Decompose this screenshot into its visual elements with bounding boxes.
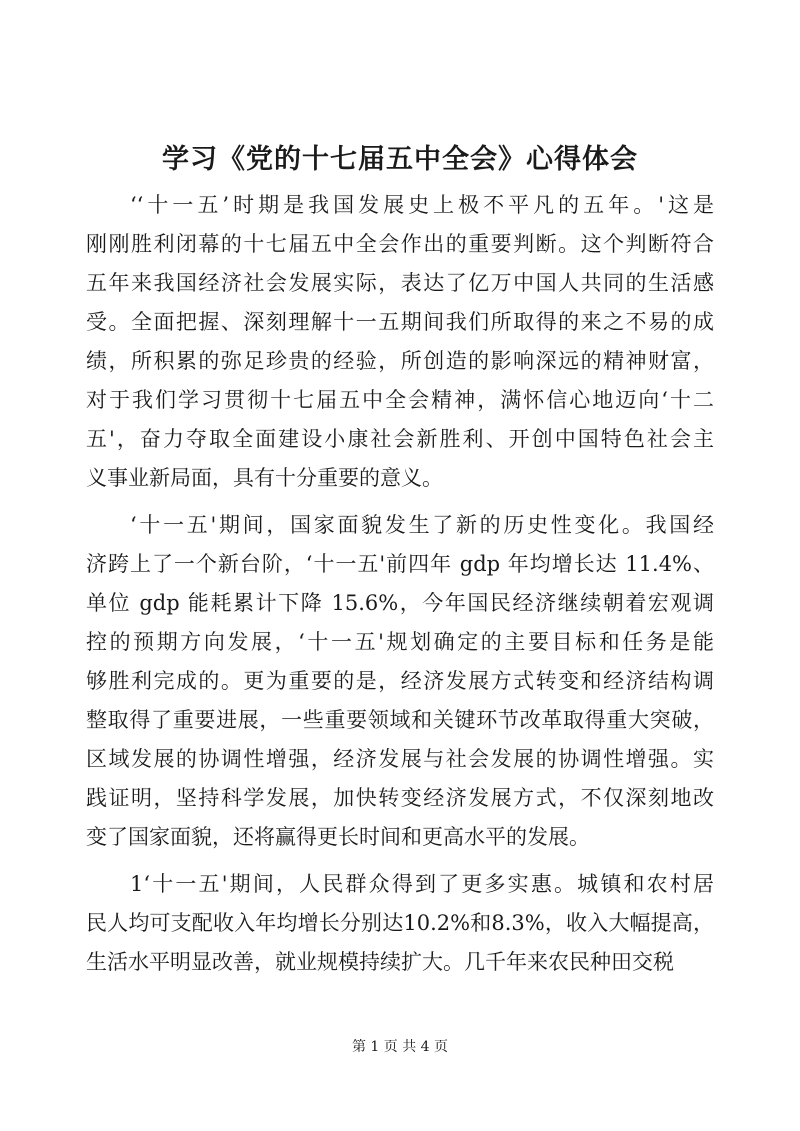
paragraph-line: 刚刚胜利闭幕的十七届五中全会作出的重要判断。这个判断符合 xyxy=(86,232,714,256)
paragraph-line: 践证明，坚持科学发展，加快转变经济发展方式，不仅深刻地改 xyxy=(86,786,714,810)
paragraph-line: 义事业新局面，具有十分重要的意义。 xyxy=(86,466,443,490)
paragraph-line: 五年来我国经济社会发展实际，表达了亿万中国人共同的生活感 xyxy=(86,271,714,295)
paragraph-line: 五'，奋力夺取全面建设小康社会新胜利、开创中国特色社会主 xyxy=(86,427,714,451)
paragraph-line: 够胜利完成的。更为重要的是，经济发展方式转变和经济结构调 xyxy=(86,669,714,693)
paragraph-line: 整取得了重要进展，一些重要领域和关键环节改革取得重大突破， xyxy=(86,708,714,732)
paragraph-line: 单位 gdp 能耗累计下降 15.6%，今年国民经济继续朝着宏观调 xyxy=(86,591,714,615)
paragraph-spacer xyxy=(86,498,714,506)
paragraph-2 xyxy=(86,506,714,857)
paragraph-line: 民人均可支配收入年均增长分别达10.2%和8.3%，收入大幅提高， xyxy=(86,911,714,935)
paragraph-3 xyxy=(86,865,714,982)
paragraph-line: 生活水平明显改善，就业规模持续扩大。几千年来农民种田交税 xyxy=(86,950,674,974)
paragraph-line: 控的预期方向发展，‘十一五'规划确定的主要目标和任务是能 xyxy=(86,630,714,654)
paragraph-line: 变了国家面貌，还将赢得更长时间和更高水平的发展。 xyxy=(86,825,590,849)
paragraph-line: 1‘十一五'期间，人民群众得到了更多实惠。城镇和农村居 xyxy=(130,872,714,896)
document-body xyxy=(86,186,714,982)
paragraph-line: 区域发展的协调性增强，经济发展与社会发展的协调性增强。实 xyxy=(86,747,714,771)
paragraph-line: 受。全面把握、深刻理解十一五期间我们所取得的来之不易的成 xyxy=(86,310,714,334)
paragraph-line: 济跨上了一个新台阶，‘十一五'前四年 gdp 年均增长达 11.4%、 xyxy=(86,552,714,576)
paragraph-line: ‘‘十一五’时期是我国发展史上极不平凡的五年。'这是 xyxy=(130,193,714,217)
paragraph-line: 对于我们学习贯彻十七届五中全会精神，满怀信心地迈向‘十二 xyxy=(86,388,714,412)
paragraph-spacer xyxy=(86,857,714,865)
paragraph-1 xyxy=(86,186,714,498)
paragraph-line: ‘十一五'期间，国家面貌发生了新的历史性变化。我国经 xyxy=(130,513,714,537)
page-footer: 第 1 页 共 4 页 xyxy=(351,1039,449,1055)
paragraph-line: 绩，所积累的弥足珍贵的经验，所创造的影响深远的精神财富， xyxy=(86,349,714,373)
document-title: 学习《党的十七届五中全会》心得体会 xyxy=(162,144,638,175)
